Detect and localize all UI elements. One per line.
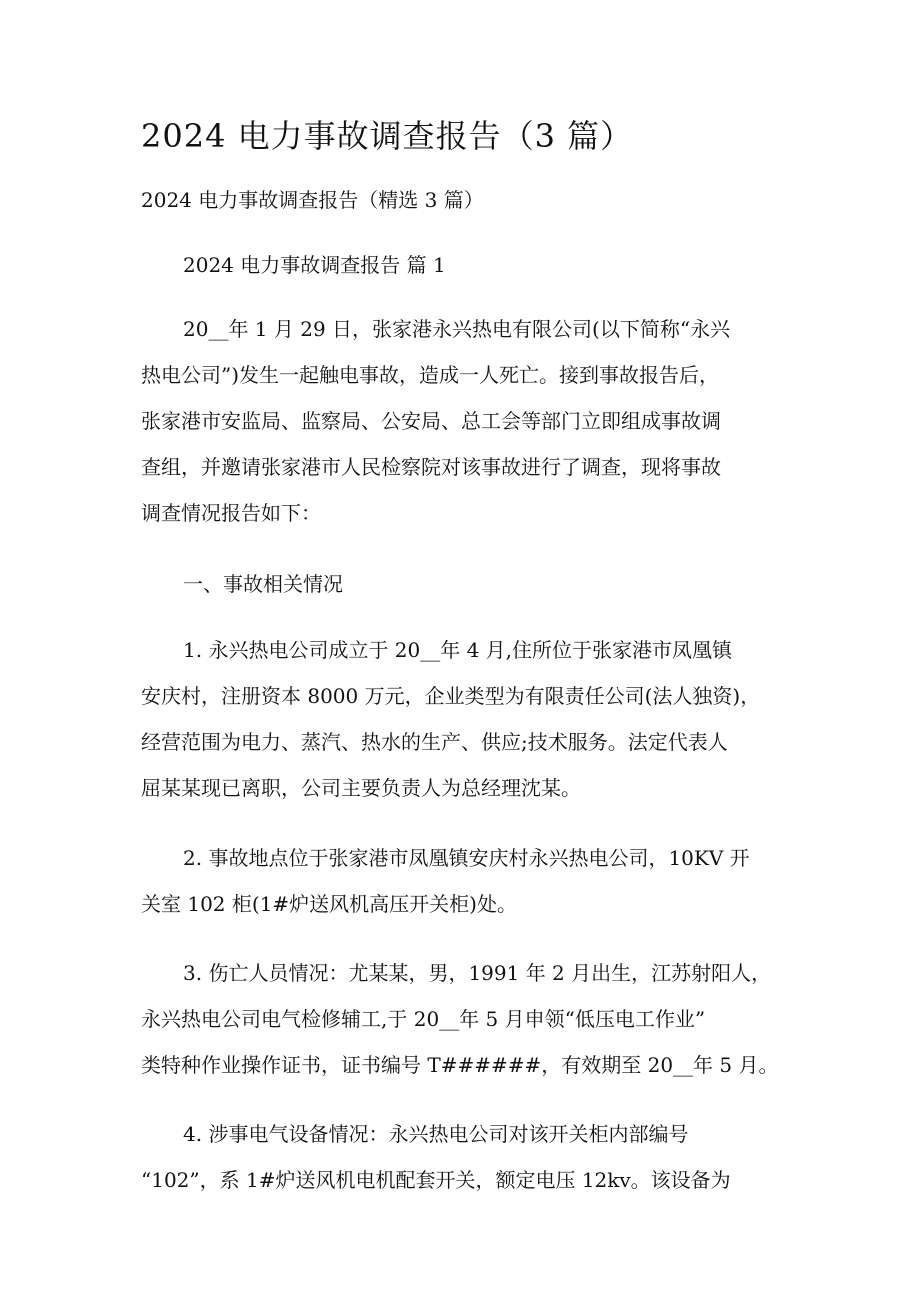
paragraph-line: 关室 102 柜(1#炉送风机高压开关柜)处。: [141, 892, 517, 916]
paragraph-line: 屈某某现已离职，公司主要负责人为总经理沈某。: [141, 776, 581, 800]
paragraph-line: 热电公司”)发生一起触电事故，造成一人死亡。接到事故报告后，: [141, 363, 720, 387]
paragraph-line: 20__年 1 月 29 日，张家港永兴热电有限公司(以下简称“永兴: [183, 317, 731, 341]
paragraph-item-1: [141, 627, 791, 811]
paragraph-line: 安庆村，注册资本 8000 万元，企业类型为有限责任公司(法人独资)，: [141, 684, 761, 708]
paragraph-item-2: [141, 835, 791, 927]
paragraph-item-4: [141, 1111, 791, 1203]
paragraph-line: 调查情况报告如下：: [141, 501, 321, 525]
paragraph-line: 一、事故相关情况: [183, 572, 343, 596]
paragraph-item-3: [141, 950, 791, 1088]
paragraph-line: 经营范围为电力、蒸汽、热水的生产、供应;技术服务。法定代表人: [141, 730, 728, 754]
paragraph-line: 4. 涉事电气设备情况：永兴热电公司对该开关柜内部编号: [183, 1122, 689, 1146]
paragraph-line: 查组，并邀请张家港市人民检察院对该事故进行了调查，现将事故: [141, 455, 721, 479]
paragraph-line: 永兴热电公司电气检修辅工,于 20__年 5 月申领“低压电工作业”: [141, 1007, 706, 1031]
paragraph-line: 1. 永兴热电公司成立于 20__年 4 月,住所位于张家港市凤凰镇: [183, 638, 733, 662]
document-subtitle: 2024 电力事故调查报告（精选 3 篇）: [141, 188, 484, 212]
paragraph-line: 2. 事故地点位于张家港市凤凰镇安庆村永兴热电公司，10KV 开: [183, 846, 750, 870]
section-heading-text: 2024 电力事故调查报告 篇 1: [183, 253, 446, 277]
paragraph-intro: [141, 306, 791, 536]
paragraph-line: 3. 伤亡人员情况：尤某某，男，1991 年 2 月出生，江苏射阳人，: [183, 961, 772, 985]
paragraph-line: 类特种作业操作证书，证书编号 T######，有效期至 20__年 5 月。: [141, 1053, 779, 1077]
document-title: 2024 电力事故调查报告（3 篇）: [141, 117, 634, 155]
paragraph-line: 张家港市安监局、监察局、公安局、总工会等部门立即组成事故调: [141, 409, 721, 433]
section-heading-1: [141, 561, 791, 607]
section-heading: [141, 242, 791, 288]
paragraph-line: “102”，系 1#炉送风机电机配套开关，额定电压 12kv。该设备为: [141, 1168, 731, 1192]
